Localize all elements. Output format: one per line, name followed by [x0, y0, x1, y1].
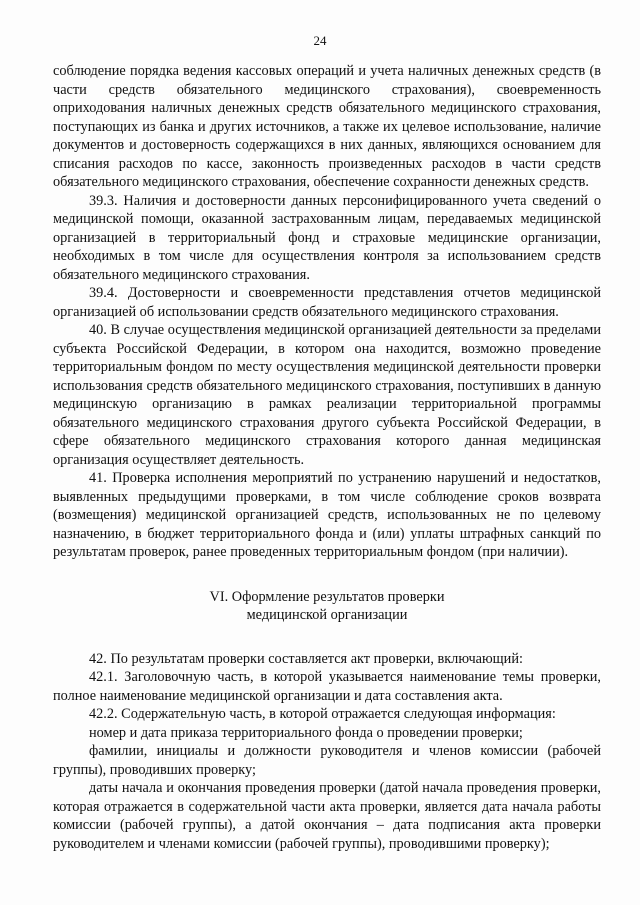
paragraph-42-1: 42.1. Заголовочную часть, в которой указывается наименование темы проверки, полное наименование медицинской организации и дата составления акта. [53, 669, 601, 704]
section-heading-line-2: медицинской организации [246, 607, 408, 623]
paragraph: соблюдение порядка ведения кассовых операций и учета наличных денежных средств (в части средств обязательного медицинского страхования), своевременность оприходования наличных денежных средств обязательного медицинского страхования, поступающих из банка и других источников, а также их целевое использование, наличие документов и достоверность содержащихся в них данных, являющихся основанием для списания расходов по кассе, законность произведенных расходов в части средств обязательного медицинского страхования, обеспечение сохранности денежных средств. [53, 63, 601, 190]
paragraph-41: 41. Проверка исполнения мероприятий по устранению нарушений и недостатков, выявленных предыдущими проверками, в том числе соблюдение сроков возврата (возмещения) медицинской организацией средств, использованных не по целевому назначению, в бюджет территориального фонда и (или) уплаты штрафных санкций по результатам проверок, ранее проведенных территориальным фондом (при наличии). [53, 470, 601, 560]
section-heading-line-1: VI. Оформление результатов проверки [209, 588, 445, 605]
list-item: фамилии, инициалы и должности руководителя и членов комиссии (рабочей группы), проводивших проверку; [53, 743, 601, 778]
paragraphs-after [53, 650, 601, 854]
paragraph-40: 40. В случае осуществления медицинской организацией деятельности за пределами субъекта Российской Федерации, в котором она находится, возможно проведение территориальным фондом по месту осуществления медицинской деятельности проверки использования средств обязательного медицинского страхования, поступивших в данную медицинскую организацию в рамках реализации территориальной программы обязательного медицинского страхования другого субъекта Российской Федерации, в сфере обязательного медицинского страхования которого данная медицинская организация осуществляет деятельность. [53, 322, 601, 468]
list-item: номер и дата приказа территориального фонда о проведении проверки; [89, 724, 523, 741]
document-body [53, 62, 601, 853]
paragraph-39-3: 39.3. Наличия и достоверности данных персонифицированного учета сведений о медицинской помощи, оказанной застрахованным лицам, передаваемых медицинской организацией в территориальный фонд и страховые медицинские организации, необходимых в том числе для осуществления контроля за использованием средств обязательного медицинского страхования. [53, 192, 601, 283]
paragraph-42-2: 42.2. Содержательную часть, в которой отражается следующая информация: [89, 706, 556, 722]
paragraph-39-4: 39.4. Достоверности и своевременности представления отчетов медицинской организацией об использовании средств обязательного медицинского страхования. [53, 285, 601, 320]
paragraph-42: 42. По результатам проверки составляется акт проверки, включающий: [89, 650, 523, 667]
section-heading [53, 588, 601, 625]
list-item: даты начала и окончания проведения проверки (датой начала проведения проверки, которая отражается в содержательной части акта проверки, является дата начала работы комиссии (рабочей группы), а датой окончания – дата подписания акта проверки руководителем и членами комиссии (рабочей группы), проводившими проверку); [53, 780, 601, 852]
paragraphs-before [53, 62, 601, 562]
page-number: 24 [313, 33, 327, 48]
